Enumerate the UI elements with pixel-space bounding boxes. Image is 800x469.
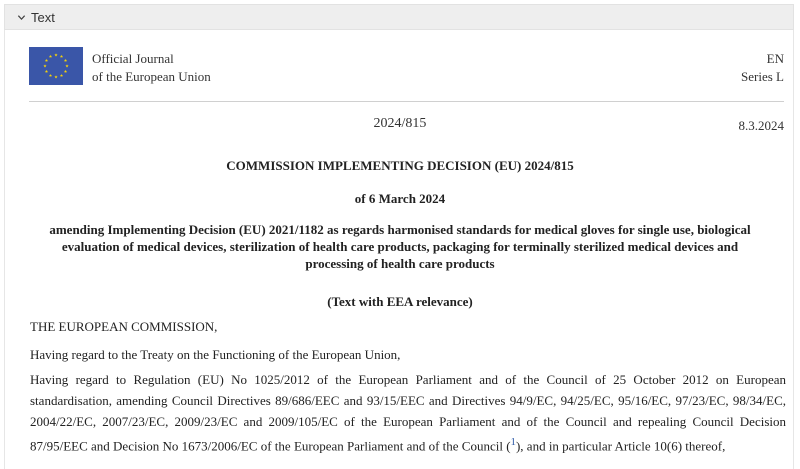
language-code: EN [766,51,784,66]
decision-subject: amending Implementing Decision (EU) 2021/1182 as regards harmonised standards for medical gloves for single use, biological evaluation of medical devices, sterilization of health care products, packaging for terminally sterilized medical devices and processing of health care products [49,222,751,271]
eea-relevance: (Text with EEA relevance) [327,294,473,309]
section-label: Text [31,9,55,25]
journal-title [92,50,211,86]
decision-date-line: of 6 March 2024 [354,191,446,206]
recital-text-before: Having regard to Regulation (EU) No 1025/2012 of the European Parliament and of the Council of 25 October 2012 on European standardisation, amending Council Directives 89/686/EEC and 93/15/EEC and Directives 94/9/EC, 94/25/EC, 95/16/EC, 97/23/EC, 98/34/EC, 2004/22/EC, 2007/23/EC, 2009/23/EC and 2009/105/EC of the European Parliament and of the Council and repealing Council Decision 87/95/EEC and Decision No 1673/2006/EC of the European Parliament and of the Council ( [30,372,786,454]
header-divider [29,101,784,102]
series-label: Series L [741,69,784,84]
recital-regulation [30,369,786,456]
recital-treaty: Having regard to the Treaty on the Functioning of the European Union, [30,347,401,362]
recital-text-after: ), and in particular Article 10(6) thereof, [515,438,726,454]
document-date: 8.3.2024 [738,118,784,133]
document-number: 2024/815 [373,116,427,131]
eu-flag-icon [29,47,83,85]
preamble-intro: THE EUROPEAN COMMISSION, [30,319,218,334]
journal-line-2: of the European Union [92,69,211,84]
section-toggle-text[interactable] [4,4,794,30]
decision-title: COMMISSION IMPLEMENTING DECISION (EU) 2024/815 [226,158,574,173]
footnote-link[interactable]: 1 [510,436,516,448]
chevron-down-icon[interactable] [13,9,29,25]
language-series [741,50,784,86]
journal-line-1: Official Journal [92,51,174,66]
